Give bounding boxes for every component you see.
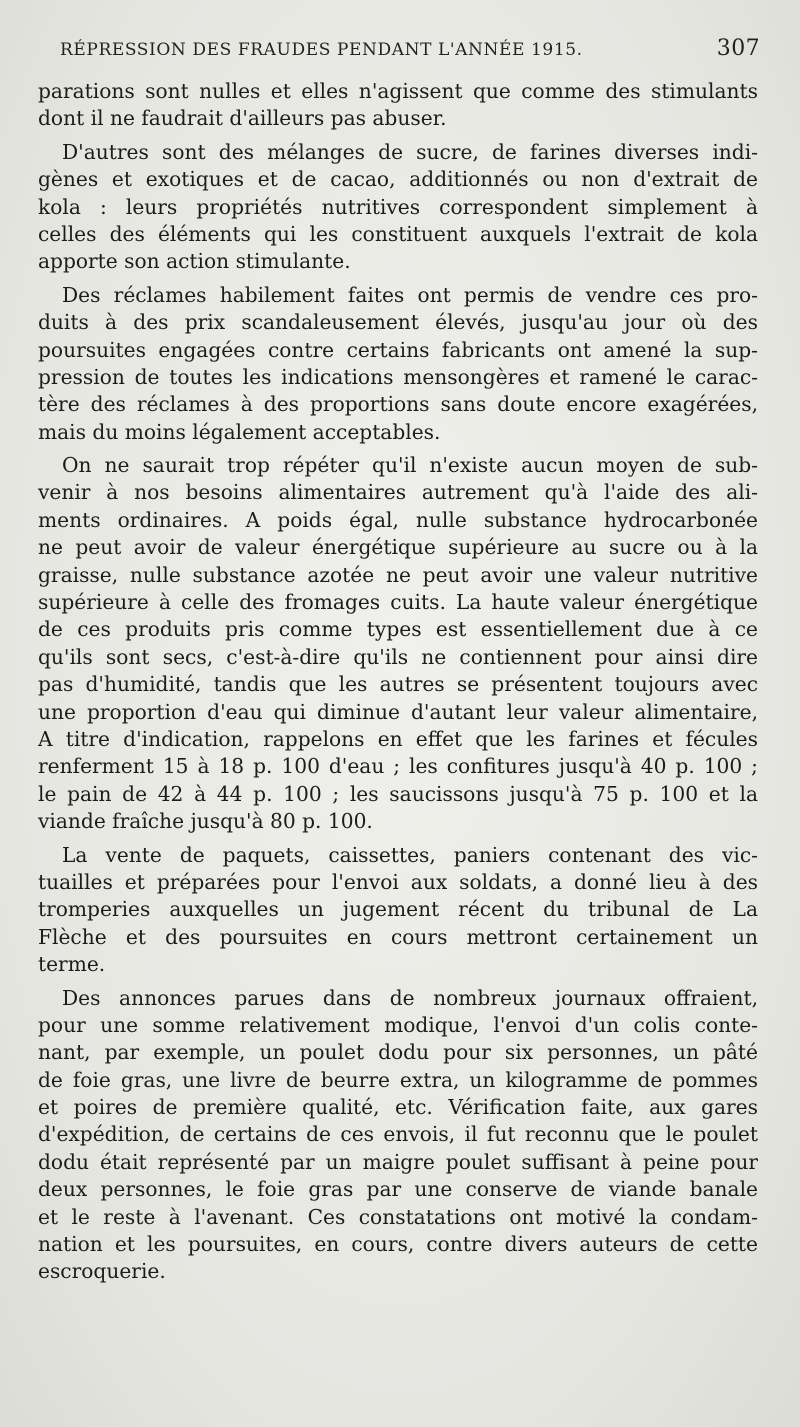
text-line: et le reste à l'avenant. Ces constatations ont motivé la condam-: [38, 1204, 758, 1229]
text-line: pression de toutes les indications mensongères et ramené le carac-: [38, 364, 758, 389]
text-line: renferment 15 à 18 p. 100 d'eau ; les confitures jusqu'à 40 p. 100 ;: [38, 754, 758, 779]
text-line: celles des éléments qui les constituent auxquels l'extrait de kola: [38, 221, 758, 246]
body-text: [38, 78, 758, 1286]
text-line: le pain de 42 à 44 p. 100 ; les saucissons jusqu'à 75 p. 100 et la: [38, 781, 758, 806]
text-line: tromperies auxquelles un jugement récent du tribunal de La: [38, 897, 758, 922]
paragraph: [38, 452, 758, 835]
text-line: dodu était représenté par un maigre poulet suffisant à peine pour: [38, 1149, 758, 1174]
text-line: kola : leurs propriétés nutritives correspondent simplement à: [38, 194, 758, 219]
text-line: de ces produits pris comme types est essentiellement due à ce: [38, 617, 758, 642]
text-line: viande fraîche jusqu'à 80 p. 100.: [38, 809, 373, 834]
paragraph: [38, 842, 758, 979]
page-number: 307: [716, 36, 760, 61]
text-line: escroquerie.: [38, 1259, 166, 1284]
text-line: apporte son action stimulante.: [38, 249, 351, 274]
text-line: poursuites engagées contre certains fabricants ont amené la sup-: [38, 337, 758, 362]
text-line: Des annonces parues dans de nombreux journaux offraient,: [62, 985, 758, 1010]
text-line: mais du moins légalement acceptables.: [38, 419, 441, 444]
text-line: duits à des prix scandaleusement élevés, jusqu'au jour où des: [38, 310, 758, 335]
text-line: de foie gras, une livre de beurre extra, un kilogramme de pommes: [38, 1067, 758, 1092]
paragraph: [38, 78, 758, 133]
text-line: nant, par exemple, un poulet dodu pour six personnes, un pâté: [38, 1040, 758, 1065]
text-line: deux personnes, le foie gras par une conserve de viande banale: [38, 1177, 758, 1202]
text-line: graisse, nulle substance azotée ne peut avoir une valeur nutritive: [38, 562, 758, 587]
text-line: dont il ne faudrait d'ailleurs pas abuser.: [38, 106, 447, 131]
text-line: Flèche et des poursuites en cours mettront certainement un: [38, 924, 758, 949]
paragraph: [38, 985, 758, 1286]
text-line: ments ordinaires. A poids égal, nulle substance hydrocarbonée: [38, 507, 758, 532]
text-line: On ne saurait trop répéter qu'il n'existe aucun moyen de sub-: [62, 453, 758, 478]
text-line: ne peut avoir de valeur énergétique supérieure au sucre ou à la: [38, 535, 758, 560]
text-line: tère des réclames à des proportions sans doute encore exagérées,: [38, 392, 758, 417]
text-line: nation et les poursuites, en cours, contre divers auteurs de cette: [38, 1232, 758, 1257]
running-title: RÉPRESSION DES FRAUDES PENDANT L'ANNÉE 1915.: [60, 40, 583, 60]
text-line: d'expédition, de certains de ces envois, il fut reconnu que le poulet: [38, 1122, 758, 1147]
text-line: parations sont nulles et elles n'agissent que comme des stimulants: [38, 79, 758, 103]
text-line: et poires de première qualité, etc. Vérification faite, aux gares: [38, 1095, 758, 1120]
text-line: A titre d'indication, rappelons en effet que les farines et fécules: [38, 726, 758, 751]
text-line: Des réclames habilement faites ont permis de vendre ces pro-: [62, 282, 758, 307]
paragraph: [38, 139, 758, 276]
text-line: pour une somme relativement modique, l'envoi d'un colis conte-: [38, 1012, 758, 1037]
text-line: tuailles et préparées pour l'envoi aux soldats, a donné lieu à des: [38, 869, 758, 894]
text-line: une proportion d'eau qui diminue d'autant leur valeur alimentaire,: [38, 699, 758, 724]
text-line: gènes et exotiques et de cacao, additionnés ou non d'extrait de: [38, 167, 758, 192]
paragraph: [38, 282, 758, 446]
text-line: terme.: [38, 952, 106, 977]
text-line: qu'ils sont secs, c'est-à-dire qu'ils ne contiennent pour ainsi dire: [38, 644, 758, 669]
page-header: [60, 34, 760, 74]
text-line: venir à nos besoins alimentaires autrement qu'à l'aide des ali-: [38, 480, 758, 505]
text-line: La vente de paquets, caissettes, paniers contenant des vic-: [62, 842, 758, 867]
text-line: D'autres sont des mélanges de sucre, de farines diverses indi-: [62, 139, 758, 164]
text-line: pas d'humidité, tandis que les autres se présentent toujours avec: [38, 672, 758, 697]
text-line: supérieure à celle des fromages cuits. La haute valeur énergétique: [38, 590, 758, 615]
